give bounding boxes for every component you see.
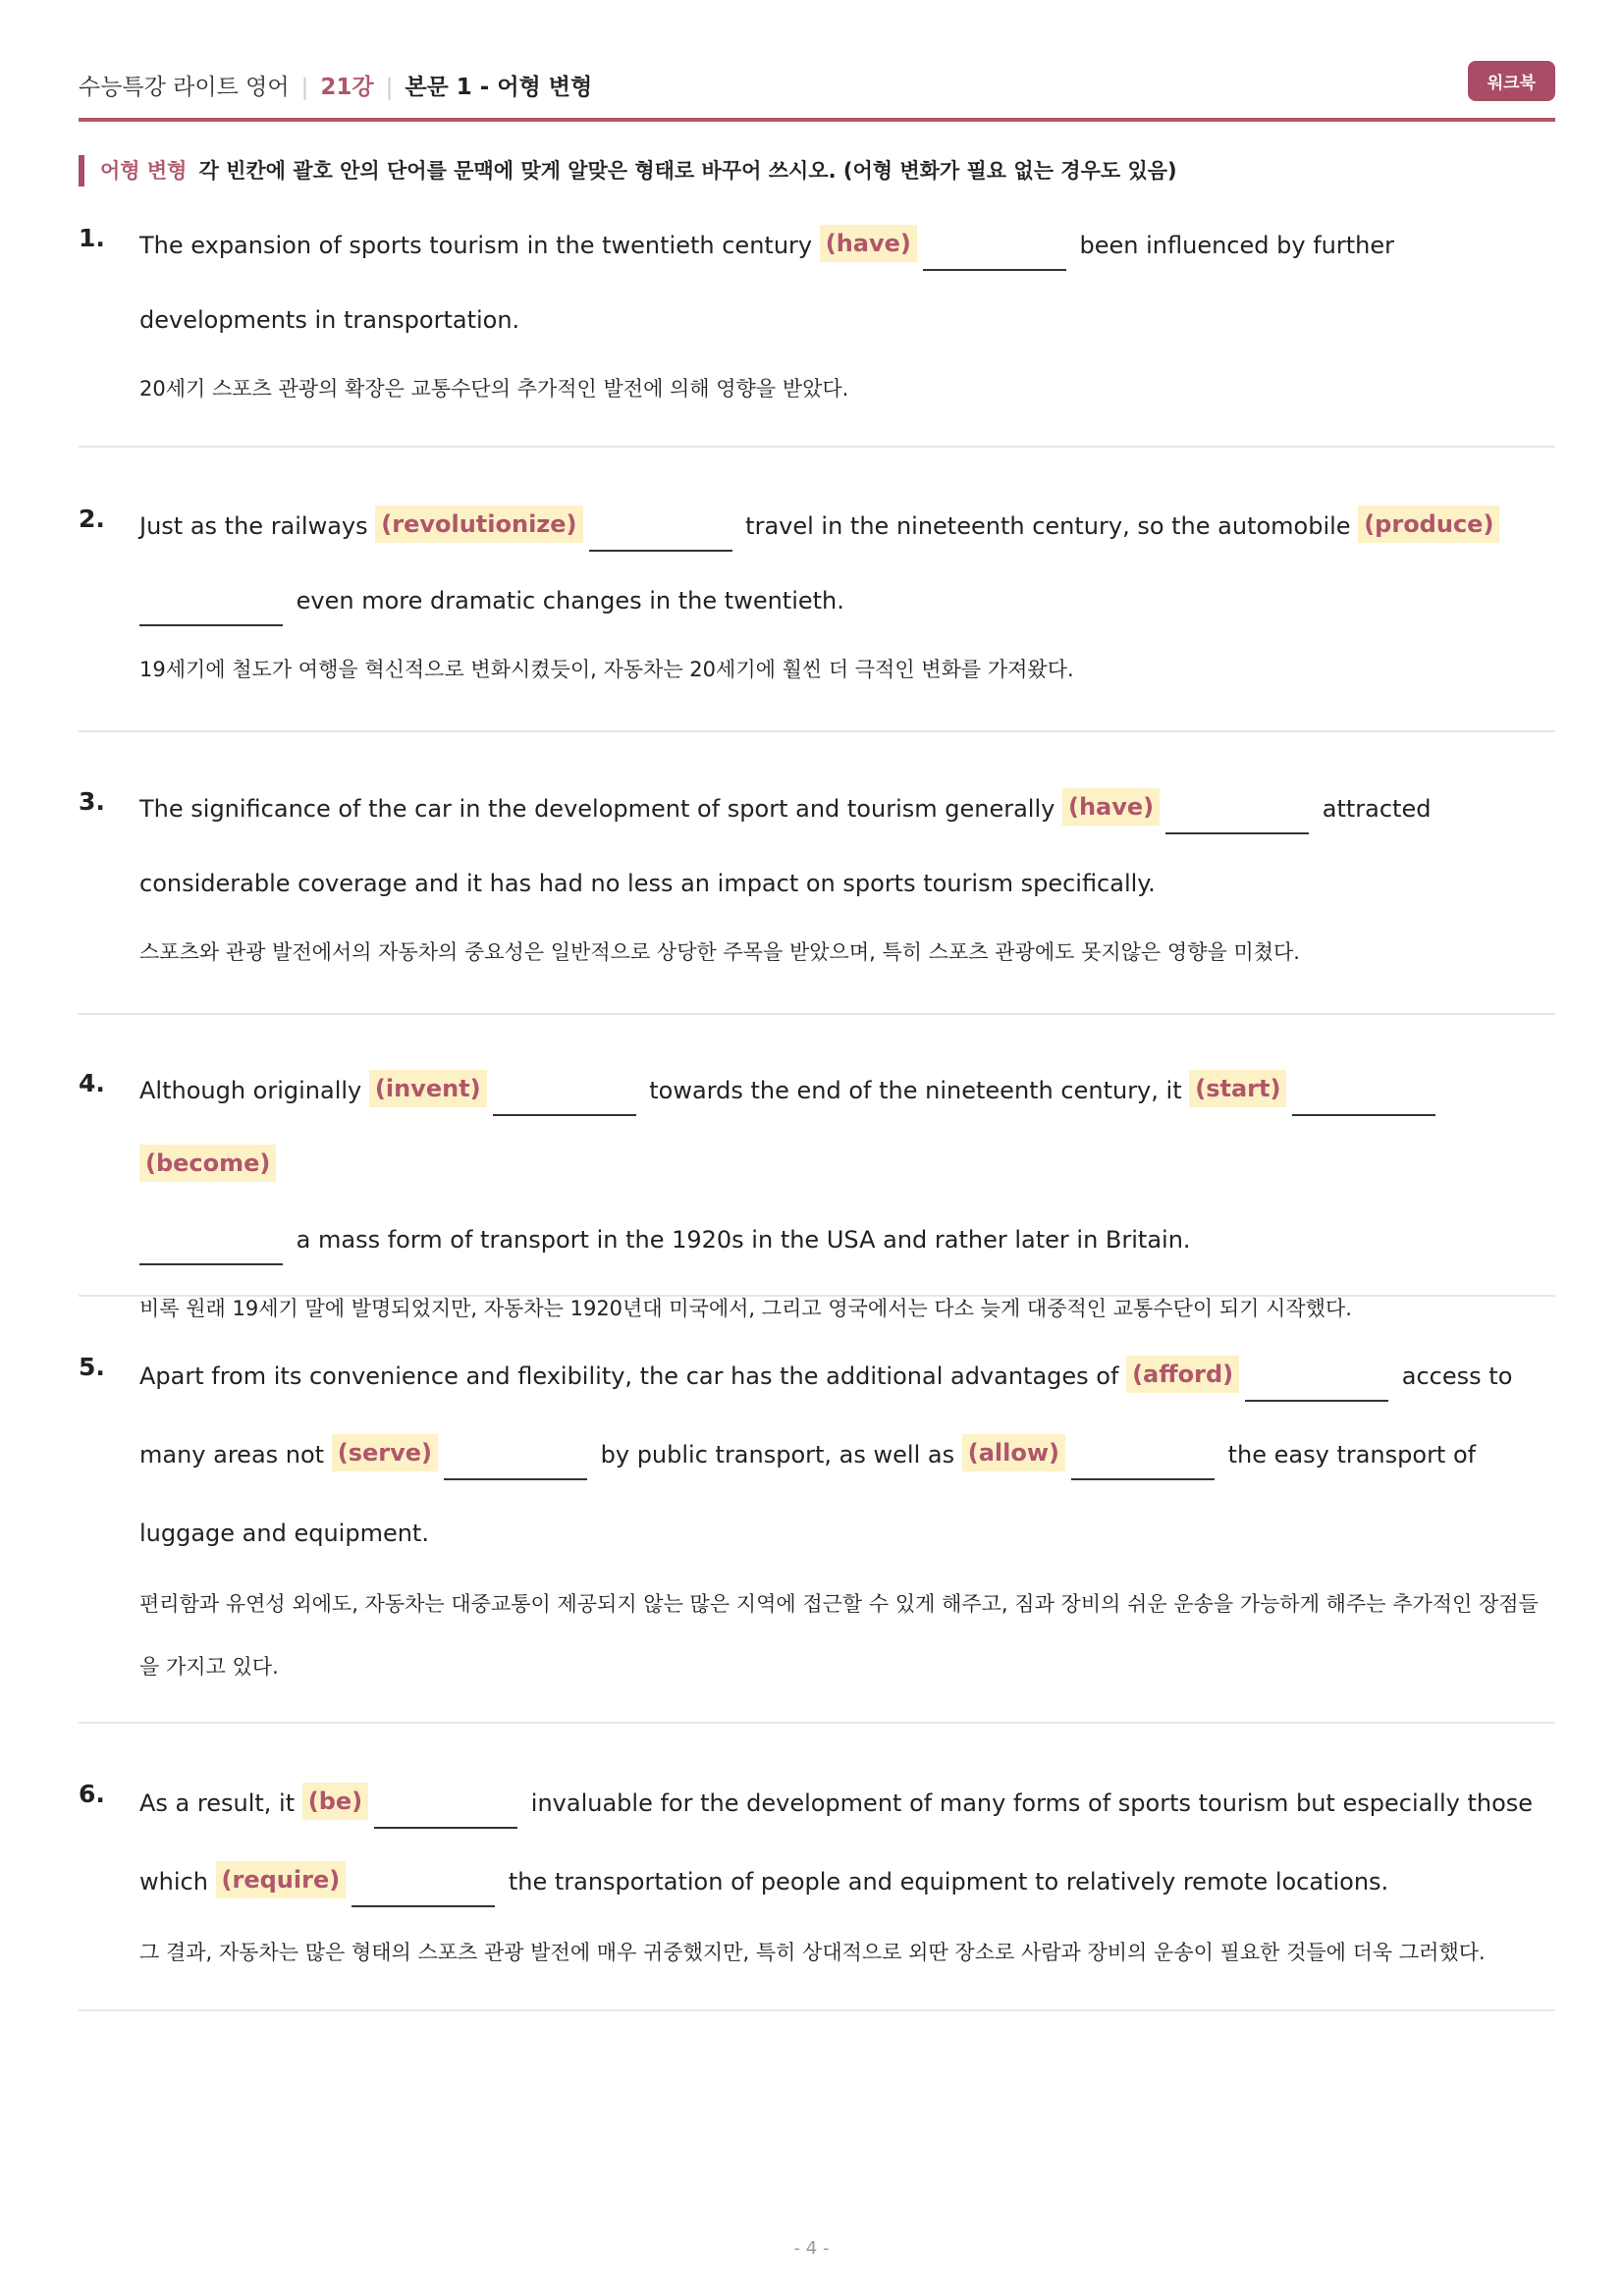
instruction-text: 각 빈칸에 괄호 안의 단어를 문맥에 맞게 알맞은 형태로 바꾸어 쓰시오. (어형 변화가 필요 없는 경우도 있음) <box>198 159 1177 183</box>
sentence-text: a mass form of transport in the 1920s in the USA and rather later in Britain. <box>296 1226 1191 1254</box>
english-sentence <box>139 489 1555 638</box>
sentence-text: the transportation of people and equipment to relatively remote locations. <box>508 1868 1389 1896</box>
item-number: 1. <box>79 224 105 252</box>
lesson-number: 21강 <box>320 75 374 100</box>
korean-translation: 20세기 스포츠 관광의 확장은 교통수단의 추가적인 발전에 의해 영향을 받았다. <box>139 377 849 400</box>
sentence-text: by public transport, as well as <box>600 1441 962 1468</box>
korean-translation: 비록 원래 19세기 말에 발명되었지만, 자동차는 1920년대 미국에서, 그리고 영국에서는 다소 늦게 대중적인 교통수단이 되기 시작했다. <box>139 1297 1352 1320</box>
keyword-hint: (produce) <box>1358 506 1499 543</box>
instruction <box>79 155 1583 187</box>
exercise-item <box>79 1053 1555 1320</box>
section-title: 본문 1 - 어형 변형 <box>405 75 593 100</box>
sentence-text: towards the end of the nineteenth century, it <box>649 1077 1190 1104</box>
sentence-text: The expansion of sports tourism in the twentieth century <box>139 232 820 259</box>
answer-blank[interactable] <box>1245 1368 1388 1402</box>
sentence-text: even more dramatic changes in the twentieth. <box>296 587 844 614</box>
sentence-text: travel in the nineteenth century, so the automobile <box>745 512 1359 540</box>
exercise-item <box>79 1764 1555 2011</box>
page-header <box>79 63 1555 122</box>
english-sentence <box>139 772 1555 921</box>
breadcrumb <box>79 69 592 101</box>
keyword-hint: (have) <box>820 225 917 262</box>
page-number: - 4 - <box>793 2238 830 2259</box>
english-sentence <box>139 208 1555 357</box>
item-number: 3. <box>79 787 105 816</box>
keyword-hint: (have) <box>1062 788 1160 826</box>
divider: | <box>300 75 309 100</box>
item-number: 2. <box>79 505 105 533</box>
korean-translation: 스포츠와 관광 발전에서의 자동차의 중요성은 일반적으로 상당한 주목을 받았으며, 특히 스포츠 관광에도 못지않은 영향을 미쳤다. <box>139 940 1300 964</box>
keyword-hint: (be) <box>302 1783 368 1820</box>
english-sentence <box>139 1764 1555 1921</box>
korean-translation: 19세기에 철도가 여행을 혁신적으로 변화시켰듯이, 자동차는 20세기에 훨씬 더 극적인 변화를 가져왔다. <box>139 658 1074 681</box>
keyword-hint: (afford) <box>1126 1356 1239 1393</box>
answer-blank[interactable] <box>139 593 283 626</box>
korean-translation: 편리함과 유연성 외에도, 자동차는 대중교통이 제공되지 않는 많은 지역에 접근할 수 있게 해주고, 짐과 장비의 쉬운 운송을 가능하게 해주는 추가적인 장점들을 가지고 있다. <box>139 1592 1539 1679</box>
sentence-text: been influenced by further developments in transportation. <box>139 232 1394 334</box>
english-sentence <box>139 1337 1555 1573</box>
exercise-item <box>79 208 1555 448</box>
answer-blank[interactable] <box>493 1083 636 1116</box>
exercise-item <box>79 489 1555 732</box>
answer-blank[interactable] <box>923 238 1066 271</box>
answer-blank[interactable] <box>444 1447 587 1480</box>
sentence-text: attracted considerable coverage and it has had no less an impact on sports tourism specifically. <box>139 795 1432 897</box>
keyword-hint: (revolutionize) <box>375 506 582 543</box>
keyword-hint: (start) <box>1189 1070 1286 1107</box>
sentence-text: The significance of the car in the development of sport and tourism generally <box>139 795 1062 823</box>
english-sentence <box>139 1053 1555 1277</box>
workbook-badge: 워크북 <box>1468 61 1555 101</box>
answer-blank[interactable] <box>139 1232 283 1265</box>
exercise-item <box>79 1337 1555 1724</box>
korean-translation: 그 결과, 자동차는 많은 형태의 스포츠 관광 발전에 매우 귀중했지만, 특히 상대적으로 외딴 장소로 사람과 장비의 운송이 필요한 것들에 더욱 그러했다. <box>139 1941 1486 1964</box>
book-title: 수능특강 라이트 영어 <box>79 75 290 100</box>
keyword-hint: (serve) <box>332 1434 438 1471</box>
answer-blank[interactable] <box>1071 1447 1215 1480</box>
item-number: 6. <box>79 1780 105 1808</box>
answer-blank[interactable] <box>1292 1083 1435 1116</box>
answer-blank[interactable] <box>352 1874 495 1907</box>
sentence-text: access to many areas not <box>139 1362 1513 1468</box>
item-number: 4. <box>79 1069 105 1097</box>
keyword-hint: (invent) <box>369 1070 487 1107</box>
keyword-hint: (become) <box>139 1145 276 1182</box>
sentence-text: Apart from its convenience and flexibility, the car has the additional advantages of <box>139 1362 1127 1390</box>
item-number: 5. <box>79 1353 105 1381</box>
sentence-text: As a result, it <box>139 1789 302 1817</box>
sentence-text: Although originally <box>139 1077 369 1104</box>
answer-blank[interactable] <box>589 518 732 552</box>
instruction-tag: 어형 변형 <box>100 159 188 183</box>
sentence-text: Just as the railways <box>139 512 376 540</box>
answer-blank[interactable] <box>374 1795 517 1829</box>
answer-blank[interactable] <box>1165 801 1309 834</box>
exercise-item <box>79 772 1555 1015</box>
keyword-hint: (allow) <box>962 1434 1065 1471</box>
keyword-hint: (require) <box>216 1861 347 1898</box>
sentence-text: the easy transport of luggage and equipment. <box>139 1441 1477 1547</box>
divider: | <box>385 75 394 100</box>
sentence-text: invaluable for the development of many forms of sports tourism but especially those which <box>139 1789 1534 1896</box>
